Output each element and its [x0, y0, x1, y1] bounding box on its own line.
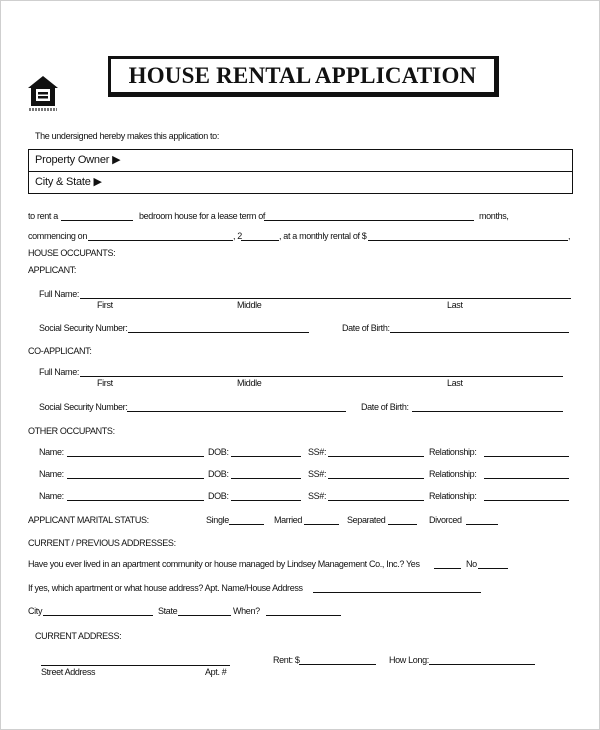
marital-status-label: APPLICANT MARITAL STATUS: — [28, 515, 149, 525]
how-long-field[interactable] — [429, 664, 535, 665]
full-name-label: Full Name: — [39, 289, 80, 299]
occupant-ss-field[interactable] — [328, 456, 424, 457]
ss-label: SS#: — [308, 469, 327, 479]
first-label: First — [97, 378, 113, 388]
dob-label: Date of Birth: — [361, 402, 409, 412]
state-field[interactable] — [178, 615, 231, 616]
occupant-name-field[interactable] — [67, 500, 204, 501]
applicant-ssn-field[interactable] — [128, 332, 309, 333]
applicant-dob-field[interactable] — [390, 332, 569, 333]
apt-label: Apt. # — [205, 667, 227, 677]
city-state-label: City & State ▶ — [35, 176, 102, 188]
name-label: Name: — [39, 447, 64, 457]
rent-field[interactable] — [299, 664, 376, 665]
city-field[interactable] — [43, 615, 153, 616]
name-label: Name: — [39, 469, 64, 479]
occupant-relationship-field[interactable] — [484, 456, 569, 457]
co-applicant-dob-field[interactable] — [412, 411, 563, 412]
addresses-heading: CURRENT / PREVIOUS ADDRESSES: — [28, 538, 176, 548]
married-field[interactable] — [304, 524, 339, 525]
to-rent-label: to rent a — [28, 211, 58, 221]
applicant-heading: APPLICANT: — [28, 265, 77, 275]
first-label: First — [97, 300, 113, 310]
commencing-date-field[interactable] — [88, 240, 233, 241]
recipient-box — [28, 149, 573, 194]
which-address-label: If yes, which apartment or what house address? Apt. Name/House Address — [28, 583, 303, 593]
married-label: Married — [274, 515, 303, 525]
dob-label: Date of Birth: — [342, 323, 390, 333]
city-label: City — [28, 606, 43, 616]
occupant-dob-field[interactable] — [231, 500, 301, 501]
monthly-rental-label: , at a monthly rental of $ — [279, 231, 367, 241]
ss-label: SS#: — [308, 447, 327, 457]
dob-label: DOB: — [208, 469, 229, 479]
middle-label: Middle — [237, 378, 262, 388]
divorced-label: Divorced — [429, 515, 462, 525]
when-field[interactable] — [266, 615, 341, 616]
monthly-rental-field[interactable] — [368, 240, 568, 241]
street-address-label: Street Address — [41, 667, 96, 677]
current-address-heading: CURRENT ADDRESS: — [35, 631, 122, 641]
no-field[interactable] — [478, 568, 508, 569]
co-applicant-ssn-field[interactable] — [127, 411, 346, 412]
city-state-field[interactable] — [29, 171, 572, 193]
ssn-label: Social Security Number: — [39, 323, 128, 333]
full-name-label: Full Name: — [39, 367, 80, 377]
co-applicant-full-name-field[interactable] — [80, 376, 563, 377]
house-occupants-heading: HOUSE OCCUPANTS: — [28, 248, 116, 258]
months-label: months, — [479, 211, 509, 221]
property-owner-field[interactable] — [29, 150, 572, 171]
ss-label: SS#: — [308, 491, 327, 501]
ssn-label: Social Security Number: — [39, 402, 128, 412]
other-occupants-heading: OTHER OCCUPANTS: — [28, 426, 115, 436]
apt-house-address-field[interactable] — [313, 592, 481, 593]
dob-label: DOB: — [208, 447, 229, 457]
name-label: Name: — [39, 491, 64, 501]
how-long-label: How Long: — [389, 655, 429, 665]
co-applicant-heading: CO-APPLICANT: — [28, 346, 92, 356]
no-label: No — [466, 559, 477, 569]
dob-label: DOB: — [208, 491, 229, 501]
rent-label: Rent: $ — [273, 655, 300, 665]
occupant-dob-field[interactable] — [231, 478, 301, 479]
comma: , — [568, 231, 571, 241]
year-prefix: , 2 — [233, 231, 242, 241]
yes-field[interactable] — [434, 568, 461, 569]
occupant-name-field[interactable] — [67, 456, 204, 457]
occupant-relationship-field[interactable] — [484, 478, 569, 479]
occupant-dob-field[interactable] — [231, 456, 301, 457]
last-label: Last — [447, 378, 463, 388]
lease-term-field[interactable] — [264, 220, 474, 221]
relationship-label: Relationship: — [429, 491, 477, 501]
logo-caption — [29, 108, 57, 111]
commencing-label: commencing on — [28, 231, 87, 241]
occupant-name-field[interactable] — [67, 478, 204, 479]
middle-label: Middle — [237, 300, 262, 310]
last-label: Last — [447, 300, 463, 310]
title-box — [108, 56, 499, 97]
year-field[interactable] — [241, 240, 279, 241]
occupant-ss-field[interactable] — [328, 500, 424, 501]
relationship-label: Relationship: — [429, 469, 477, 479]
state-label: State — [158, 606, 178, 616]
single-label: Single — [206, 515, 229, 525]
single-field[interactable] — [229, 524, 264, 525]
street-address-field[interactable] — [41, 665, 230, 666]
occupant-relationship-field[interactable] — [484, 500, 569, 501]
separated-field[interactable] — [388, 524, 417, 525]
separated-label: Separated — [347, 515, 386, 525]
divorced-field[interactable] — [466, 524, 498, 525]
when-label: When? — [233, 606, 260, 616]
relationship-label: Relationship: — [429, 447, 477, 457]
bedroom-label: bedroom house for a lease term of — [139, 211, 266, 221]
bedrooms-field[interactable] — [61, 220, 133, 221]
occupant-ss-field[interactable] — [328, 478, 424, 479]
lindsey-question: Have you ever lived in an apartment community or house managed by Lindsey Management Co., Inc.? Yes — [28, 559, 420, 569]
property-owner-label: Property Owner ▶ — [35, 154, 121, 166]
page-title: HOUSE RENTAL APPLICATION — [128, 62, 477, 88]
intro-text: The undersigned hereby makes this application to: — [35, 131, 219, 141]
applicant-full-name-field[interactable] — [80, 298, 571, 299]
